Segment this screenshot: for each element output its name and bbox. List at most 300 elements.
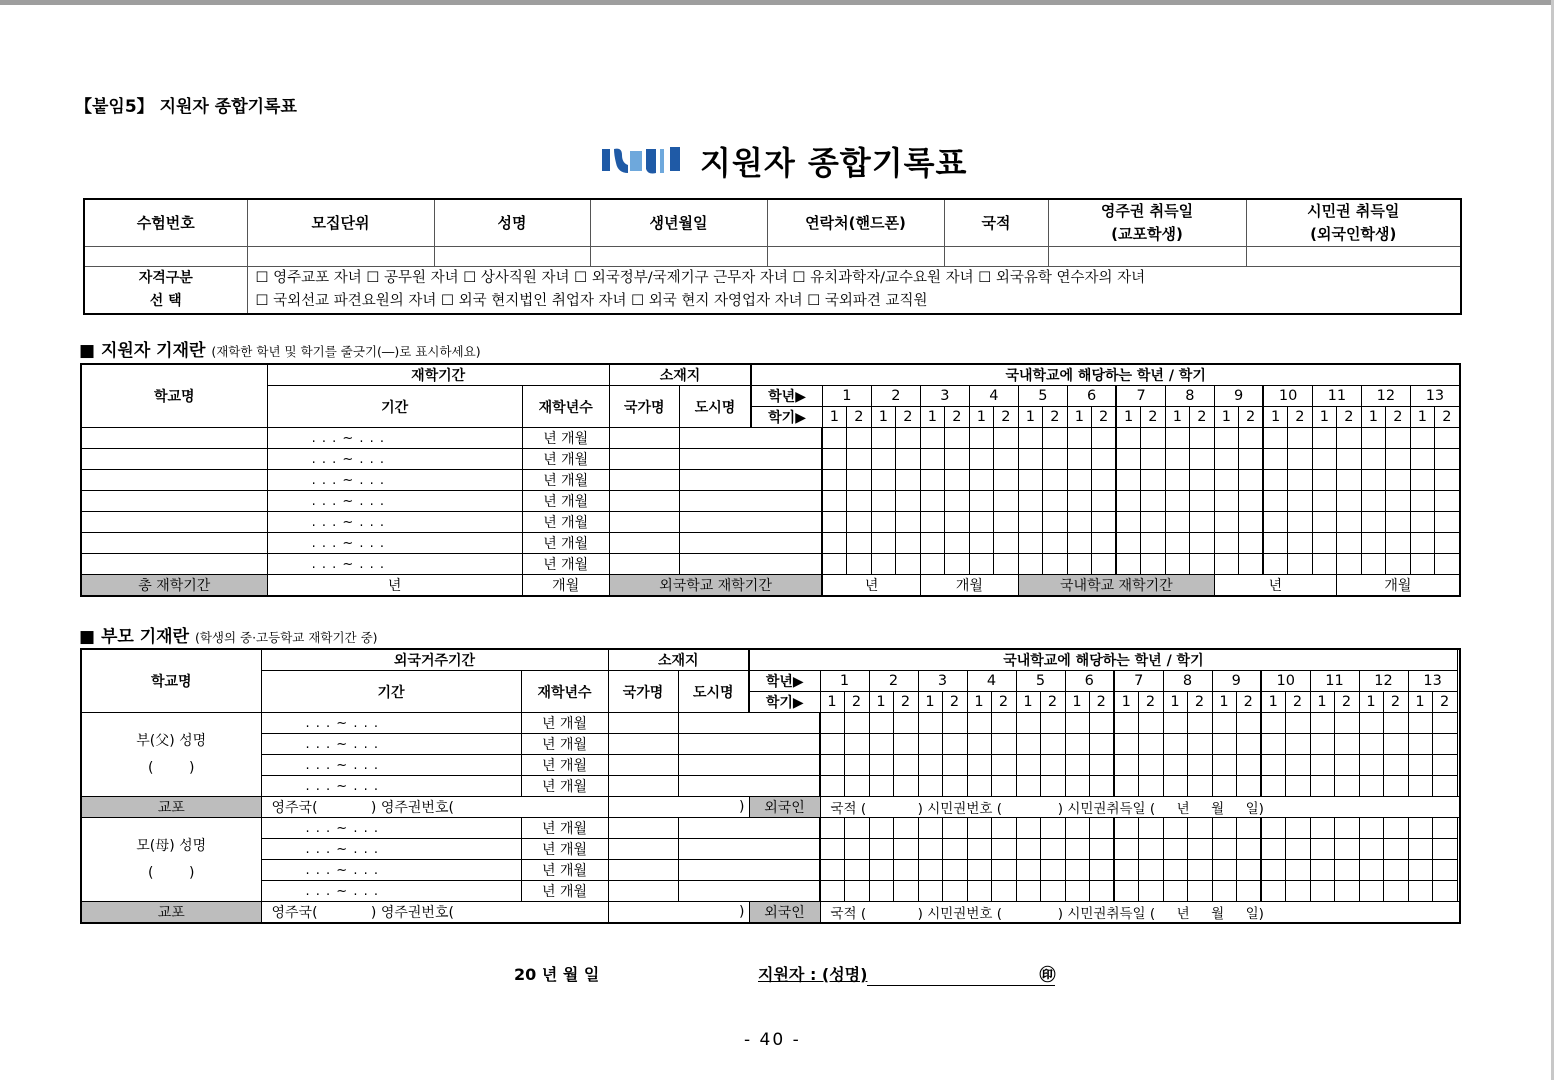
mother-semester-mark[interactable] bbox=[1310, 839, 1334, 860]
applicant-school-cell[interactable] bbox=[81, 491, 267, 512]
applicant-country-cell[interactable] bbox=[609, 533, 679, 554]
father-citizen-info[interactable]: 국적 ( ) 시민권번호 ( ) 시민권취득일 ( 년 월 일) bbox=[820, 797, 1460, 818]
mother-semester-mark[interactable] bbox=[1138, 860, 1163, 881]
mother-semester-mark[interactable] bbox=[1310, 818, 1334, 839]
father-semester-mark[interactable] bbox=[1261, 734, 1285, 755]
input-birthdate[interactable] bbox=[590, 247, 767, 267]
mother-semester-mark[interactable] bbox=[1016, 860, 1040, 881]
mother-semester-mark[interactable] bbox=[1261, 881, 1285, 902]
applicant-semester-mark[interactable] bbox=[1116, 491, 1140, 512]
mother-semester-mark[interactable] bbox=[1114, 818, 1138, 839]
mother-semester-mark[interactable] bbox=[1040, 860, 1065, 881]
mother-years-cell[interactable]: 년 개월 bbox=[521, 839, 608, 860]
mother-semester-mark[interactable] bbox=[1163, 860, 1187, 881]
father-semester-mark[interactable] bbox=[1285, 776, 1310, 797]
applicant-semester-mark[interactable] bbox=[871, 554, 895, 575]
applicant-semester-mark[interactable] bbox=[1091, 428, 1116, 449]
father-semester-mark[interactable] bbox=[1187, 713, 1212, 734]
father-semester-mark[interactable] bbox=[1432, 776, 1457, 797]
father-semester-mark[interactable] bbox=[1334, 755, 1359, 776]
father-semester-mark[interactable] bbox=[1114, 713, 1138, 734]
applicant-semester-mark[interactable] bbox=[1091, 533, 1116, 554]
mother-semester-mark[interactable] bbox=[967, 839, 991, 860]
mother-semester-mark[interactable] bbox=[820, 818, 844, 839]
mother-semester-mark[interactable] bbox=[967, 881, 991, 902]
mother-semester-mark[interactable] bbox=[1236, 881, 1261, 902]
applicant-semester-mark[interactable] bbox=[895, 491, 920, 512]
mother-semester-mark[interactable] bbox=[918, 839, 942, 860]
applicant-semester-mark[interactable] bbox=[1361, 491, 1385, 512]
applicant-semester-mark[interactable] bbox=[895, 554, 920, 575]
mother-semester-mark[interactable] bbox=[1236, 839, 1261, 860]
father-country-cell[interactable] bbox=[608, 734, 678, 755]
applicant-semester-mark[interactable] bbox=[1287, 512, 1312, 533]
father-semester-mark[interactable] bbox=[1089, 734, 1114, 755]
applicant-semester-mark[interactable] bbox=[1385, 491, 1410, 512]
applicant-semester-mark[interactable] bbox=[822, 428, 846, 449]
applicant-semester-mark[interactable] bbox=[920, 449, 944, 470]
father-city-cell[interactable] bbox=[678, 734, 820, 755]
applicant-semester-mark[interactable] bbox=[1238, 449, 1263, 470]
father-semester-mark[interactable] bbox=[1432, 713, 1457, 734]
mother-semester-mark[interactable] bbox=[1065, 818, 1089, 839]
applicant-semester-mark[interactable] bbox=[1434, 533, 1460, 554]
father-semester-mark[interactable] bbox=[991, 755, 1016, 776]
applicant-semester-mark[interactable] bbox=[993, 554, 1018, 575]
applicant-semester-mark[interactable] bbox=[944, 491, 969, 512]
father-semester-mark[interactable] bbox=[1383, 713, 1408, 734]
mother-semester-mark[interactable] bbox=[1212, 818, 1236, 839]
mother-semester-mark[interactable] bbox=[869, 860, 893, 881]
applicant-semester-mark[interactable] bbox=[1263, 554, 1287, 575]
applicant-semester-mark[interactable] bbox=[944, 470, 969, 491]
father-semester-mark[interactable] bbox=[942, 776, 967, 797]
applicant-semester-mark[interactable] bbox=[871, 428, 895, 449]
mother-semester-mark[interactable] bbox=[1114, 860, 1138, 881]
applicant-semester-mark[interactable] bbox=[1116, 470, 1140, 491]
applicant-city-cell[interactable] bbox=[679, 533, 822, 554]
applicant-semester-mark[interactable] bbox=[1091, 491, 1116, 512]
mother-city-cell[interactable] bbox=[678, 860, 820, 881]
applicant-semester-mark[interactable] bbox=[1361, 533, 1385, 554]
applicant-semester-mark[interactable] bbox=[1385, 428, 1410, 449]
applicant-semester-mark[interactable] bbox=[1140, 449, 1165, 470]
applicant-semester-mark[interactable] bbox=[993, 428, 1018, 449]
applicant-semester-mark[interactable] bbox=[846, 428, 871, 449]
father-country-cell[interactable] bbox=[608, 755, 678, 776]
mother-semester-mark[interactable] bbox=[1212, 881, 1236, 902]
mother-country-cell[interactable] bbox=[608, 881, 678, 902]
applicant-semester-mark[interactable] bbox=[920, 554, 944, 575]
applicant-city-cell[interactable] bbox=[679, 491, 822, 512]
mother-semester-mark[interactable] bbox=[1261, 818, 1285, 839]
applicant-semester-mark[interactable] bbox=[1410, 533, 1434, 554]
mother-semester-mark[interactable] bbox=[1138, 881, 1163, 902]
applicant-semester-mark[interactable] bbox=[1287, 470, 1312, 491]
applicant-semester-mark[interactable] bbox=[1434, 428, 1460, 449]
applicant-semester-mark[interactable] bbox=[1116, 428, 1140, 449]
qualification-options[interactable] bbox=[247, 267, 1461, 315]
mother-years-cell[interactable]: 년 개월 bbox=[521, 881, 608, 902]
applicant-semester-mark[interactable] bbox=[1018, 449, 1042, 470]
input-phone[interactable] bbox=[767, 247, 944, 267]
mother-semester-mark[interactable] bbox=[869, 818, 893, 839]
father-semester-mark[interactable] bbox=[1212, 734, 1236, 755]
qualification-line2[interactable]: ☐ 국외선교 파견요원의 자녀 ☐ 외국 현지법인 취업자 자녀 ☐ 외국 현지 자영업자 자녀 ☐ 국외파견 교직원 bbox=[255, 293, 928, 309]
applicant-semester-mark[interactable] bbox=[1410, 470, 1434, 491]
applicant-years-cell[interactable]: 년 개월 bbox=[522, 428, 609, 449]
applicant-semester-mark[interactable] bbox=[1385, 512, 1410, 533]
applicant-semester-mark[interactable] bbox=[1336, 533, 1361, 554]
applicant-school-cell[interactable] bbox=[81, 449, 267, 470]
mother-semester-mark[interactable] bbox=[967, 860, 991, 881]
mother-name-cell[interactable] bbox=[81, 818, 261, 902]
applicant-semester-mark[interactable] bbox=[1336, 512, 1361, 533]
applicant-semester-mark[interactable] bbox=[1067, 449, 1091, 470]
applicant-semester-mark[interactable] bbox=[1312, 512, 1336, 533]
father-city-cell[interactable] bbox=[678, 713, 820, 734]
father-country-cell[interactable] bbox=[608, 713, 678, 734]
mother-semester-mark[interactable] bbox=[1016, 818, 1040, 839]
father-semester-mark[interactable] bbox=[1359, 755, 1383, 776]
mother-semester-mark[interactable] bbox=[918, 860, 942, 881]
applicant-semester-mark[interactable] bbox=[1018, 470, 1042, 491]
mother-semester-mark[interactable] bbox=[1040, 881, 1065, 902]
applicant-semester-mark[interactable] bbox=[1067, 470, 1091, 491]
applicant-semester-mark[interactable] bbox=[846, 470, 871, 491]
applicant-years-cell[interactable]: 년 개월 bbox=[522, 491, 609, 512]
applicant-semester-mark[interactable] bbox=[1214, 470, 1238, 491]
mother-semester-mark[interactable] bbox=[1163, 839, 1187, 860]
father-semester-mark[interactable] bbox=[1065, 755, 1089, 776]
father-semester-mark[interactable] bbox=[844, 755, 869, 776]
applicant-semester-mark[interactable] bbox=[1091, 512, 1116, 533]
applicant-semester-mark[interactable] bbox=[822, 491, 846, 512]
mother-semester-mark[interactable] bbox=[1138, 818, 1163, 839]
applicant-semester-mark[interactable] bbox=[969, 449, 993, 470]
mother-semester-mark[interactable] bbox=[1408, 818, 1432, 839]
mother-country-cell[interactable] bbox=[608, 860, 678, 881]
father-semester-mark[interactable] bbox=[820, 776, 844, 797]
mother-semester-mark[interactable] bbox=[1236, 860, 1261, 881]
applicant-semester-mark[interactable] bbox=[871, 533, 895, 554]
applicant-semester-mark[interactable] bbox=[969, 470, 993, 491]
father-semester-mark[interactable] bbox=[1187, 755, 1212, 776]
total-period-year[interactable]: 년 bbox=[267, 575, 522, 597]
applicant-city-cell[interactable] bbox=[679, 449, 822, 470]
mother-years-cell[interactable]: 년 개월 bbox=[521, 818, 608, 839]
mother-semester-mark[interactable] bbox=[893, 818, 918, 839]
applicant-semester-mark[interactable] bbox=[1385, 554, 1410, 575]
applicant-semester-mark[interactable] bbox=[1140, 470, 1165, 491]
mother-semester-mark[interactable] bbox=[1383, 881, 1408, 902]
mother-semester-mark[interactable] bbox=[1187, 881, 1212, 902]
applicant-semester-mark[interactable] bbox=[1434, 491, 1460, 512]
applicant-semester-mark[interactable] bbox=[920, 533, 944, 554]
father-semester-mark[interactable] bbox=[1187, 776, 1212, 797]
mother-semester-mark[interactable] bbox=[1065, 881, 1089, 902]
applicant-semester-mark[interactable] bbox=[1116, 533, 1140, 554]
applicant-semester-mark[interactable] bbox=[1116, 554, 1140, 575]
mother-semester-mark[interactable] bbox=[1016, 839, 1040, 860]
mother-semester-mark[interactable] bbox=[1334, 860, 1359, 881]
applicant-semester-mark[interactable] bbox=[846, 533, 871, 554]
applicant-semester-mark[interactable] bbox=[871, 470, 895, 491]
applicant-semester-mark[interactable] bbox=[969, 512, 993, 533]
father-semester-mark[interactable] bbox=[1089, 713, 1114, 734]
applicant-semester-mark[interactable] bbox=[1214, 554, 1238, 575]
applicant-semester-mark[interactable] bbox=[1287, 554, 1312, 575]
applicant-semester-mark[interactable] bbox=[1361, 449, 1385, 470]
mother-semester-mark[interactable] bbox=[1089, 881, 1114, 902]
applicant-semester-mark[interactable] bbox=[895, 449, 920, 470]
mother-semester-mark[interactable] bbox=[942, 818, 967, 839]
applicant-semester-mark[interactable] bbox=[1140, 554, 1165, 575]
father-semester-mark[interactable] bbox=[1408, 776, 1432, 797]
mother-semester-mark[interactable] bbox=[1114, 839, 1138, 860]
applicant-semester-mark[interactable] bbox=[969, 491, 993, 512]
applicant-semester-mark[interactable] bbox=[1434, 470, 1460, 491]
mother-semester-mark[interactable] bbox=[1261, 839, 1285, 860]
mother-semester-mark[interactable] bbox=[991, 860, 1016, 881]
applicant-semester-mark[interactable] bbox=[1189, 533, 1214, 554]
applicant-city-cell[interactable] bbox=[679, 512, 822, 533]
applicant-period-cell[interactable]: . . . ~ . . . bbox=[267, 533, 522, 554]
mother-semester-mark[interactable] bbox=[844, 881, 869, 902]
applicant-period-cell[interactable]: . . . ~ . . . bbox=[267, 449, 522, 470]
father-semester-mark[interactable] bbox=[893, 734, 918, 755]
applicant-semester-mark[interactable] bbox=[1214, 512, 1238, 533]
mother-country-cell[interactable] bbox=[608, 839, 678, 860]
father-semester-mark[interactable] bbox=[1163, 776, 1187, 797]
applicant-semester-mark[interactable] bbox=[1189, 554, 1214, 575]
father-semester-mark[interactable] bbox=[1065, 713, 1089, 734]
applicant-country-cell[interactable] bbox=[609, 449, 679, 470]
father-semester-mark[interactable] bbox=[1212, 776, 1236, 797]
mother-semester-mark[interactable] bbox=[967, 818, 991, 839]
applicant-semester-mark[interactable] bbox=[920, 428, 944, 449]
mother-semester-mark[interactable] bbox=[820, 839, 844, 860]
mother-semester-mark[interactable] bbox=[1138, 839, 1163, 860]
father-semester-mark[interactable] bbox=[1040, 776, 1065, 797]
mother-city-cell[interactable] bbox=[678, 881, 820, 902]
mother-years-cell[interactable]: 년 개월 bbox=[521, 860, 608, 881]
father-city-cell[interactable] bbox=[678, 755, 820, 776]
father-semester-mark[interactable] bbox=[918, 713, 942, 734]
applicant-semester-mark[interactable] bbox=[1434, 449, 1460, 470]
father-semester-mark[interactable] bbox=[1138, 776, 1163, 797]
applicant-semester-mark[interactable] bbox=[1361, 512, 1385, 533]
applicant-semester-mark[interactable] bbox=[1018, 533, 1042, 554]
applicant-semester-mark[interactable] bbox=[1336, 470, 1361, 491]
father-semester-mark[interactable] bbox=[967, 734, 991, 755]
father-semester-mark[interactable] bbox=[1089, 776, 1114, 797]
father-semester-mark[interactable] bbox=[893, 713, 918, 734]
father-semester-mark[interactable] bbox=[991, 776, 1016, 797]
mother-semester-mark[interactable] bbox=[1089, 839, 1114, 860]
mother-semester-mark[interactable] bbox=[1408, 860, 1432, 881]
mother-semester-mark[interactable] bbox=[844, 818, 869, 839]
father-semester-mark[interactable] bbox=[1236, 713, 1261, 734]
father-years-cell[interactable]: 년 개월 bbox=[521, 776, 608, 797]
father-semester-mark[interactable] bbox=[1408, 734, 1432, 755]
applicant-semester-mark[interactable] bbox=[1165, 512, 1189, 533]
father-semester-mark[interactable] bbox=[1310, 734, 1334, 755]
applicant-semester-mark[interactable] bbox=[1165, 428, 1189, 449]
father-semester-mark[interactable] bbox=[991, 734, 1016, 755]
father-semester-mark[interactable] bbox=[1432, 734, 1457, 755]
total-period-month[interactable]: 개월 bbox=[522, 575, 609, 597]
father-semester-mark[interactable] bbox=[869, 776, 893, 797]
applicant-semester-mark[interactable] bbox=[1312, 428, 1336, 449]
father-semester-mark[interactable] bbox=[942, 713, 967, 734]
applicant-semester-mark[interactable] bbox=[993, 449, 1018, 470]
applicant-semester-mark[interactable] bbox=[920, 470, 944, 491]
mother-semester-mark[interactable] bbox=[1310, 881, 1334, 902]
mother-semester-mark[interactable] bbox=[1383, 860, 1408, 881]
mother-semester-mark[interactable] bbox=[991, 839, 1016, 860]
applicant-country-cell[interactable] bbox=[609, 491, 679, 512]
father-semester-mark[interactable] bbox=[1383, 734, 1408, 755]
mother-semester-mark[interactable] bbox=[1359, 881, 1383, 902]
applicant-semester-mark[interactable] bbox=[846, 554, 871, 575]
applicant-semester-mark[interactable] bbox=[822, 554, 846, 575]
father-semester-mark[interactable] bbox=[1138, 755, 1163, 776]
father-semester-mark[interactable] bbox=[844, 776, 869, 797]
father-semester-mark[interactable] bbox=[1016, 734, 1040, 755]
mother-semester-mark[interactable] bbox=[1065, 860, 1089, 881]
applicant-semester-mark[interactable] bbox=[871, 491, 895, 512]
input-citizen-date[interactable] bbox=[1246, 247, 1461, 267]
mother-semester-mark[interactable] bbox=[1334, 839, 1359, 860]
father-semester-mark[interactable] bbox=[1212, 755, 1236, 776]
applicant-semester-mark[interactable] bbox=[1238, 491, 1263, 512]
father-semester-mark[interactable] bbox=[1114, 755, 1138, 776]
applicant-semester-mark[interactable] bbox=[1214, 449, 1238, 470]
mother-semester-mark[interactable] bbox=[1212, 839, 1236, 860]
father-semester-mark[interactable] bbox=[1310, 713, 1334, 734]
applicant-semester-mark[interactable] bbox=[1042, 533, 1067, 554]
mother-semester-mark[interactable] bbox=[1261, 860, 1285, 881]
applicant-semester-mark[interactable] bbox=[846, 449, 871, 470]
applicant-semester-mark[interactable] bbox=[944, 449, 969, 470]
father-semester-mark[interactable] bbox=[1040, 755, 1065, 776]
father-semester-mark[interactable] bbox=[1408, 755, 1432, 776]
mother-semester-mark[interactable] bbox=[869, 881, 893, 902]
mother-semester-mark[interactable] bbox=[893, 839, 918, 860]
father-semester-mark[interactable] bbox=[1285, 734, 1310, 755]
applicant-semester-mark[interactable] bbox=[993, 512, 1018, 533]
father-semester-mark[interactable] bbox=[1334, 776, 1359, 797]
input-nationality[interactable] bbox=[944, 247, 1048, 267]
applicant-semester-mark[interactable] bbox=[895, 470, 920, 491]
father-period-cell[interactable]: . . . ~ . . . bbox=[261, 776, 521, 797]
father-semester-mark[interactable] bbox=[1261, 713, 1285, 734]
father-semester-mark[interactable] bbox=[942, 734, 967, 755]
mother-semester-mark[interactable] bbox=[1359, 839, 1383, 860]
applicant-semester-mark[interactable] bbox=[1336, 428, 1361, 449]
applicant-semester-mark[interactable] bbox=[1410, 491, 1434, 512]
applicant-school-cell[interactable] bbox=[81, 512, 267, 533]
mother-semester-mark[interactable] bbox=[1310, 860, 1334, 881]
applicant-semester-mark[interactable] bbox=[1067, 491, 1091, 512]
applicant-semester-mark[interactable] bbox=[1018, 428, 1042, 449]
applicant-semester-mark[interactable] bbox=[969, 533, 993, 554]
applicant-semester-mark[interactable] bbox=[920, 512, 944, 533]
applicant-semester-mark[interactable] bbox=[1018, 512, 1042, 533]
father-permanent-close[interactable]: ) bbox=[608, 797, 749, 818]
father-semester-mark[interactable] bbox=[942, 755, 967, 776]
father-semester-mark[interactable] bbox=[967, 755, 991, 776]
father-semester-mark[interactable] bbox=[820, 713, 844, 734]
applicant-semester-mark[interactable] bbox=[822, 449, 846, 470]
applicant-semester-mark[interactable] bbox=[969, 554, 993, 575]
mother-semester-mark[interactable] bbox=[1432, 818, 1457, 839]
father-semester-mark[interactable] bbox=[1334, 713, 1359, 734]
father-semester-mark[interactable] bbox=[1163, 734, 1187, 755]
applicant-semester-mark[interactable] bbox=[1189, 470, 1214, 491]
mother-semester-mark[interactable] bbox=[1359, 860, 1383, 881]
mother-semester-mark[interactable] bbox=[820, 860, 844, 881]
mother-permanent-info[interactable]: 영주국( ) 영주권번호( bbox=[261, 902, 608, 924]
applicant-semester-mark[interactable] bbox=[1361, 554, 1385, 575]
father-period-cell[interactable]: . . . ~ . . . bbox=[261, 713, 521, 734]
applicant-semester-mark[interactable] bbox=[1165, 533, 1189, 554]
applicant-semester-mark[interactable] bbox=[1312, 491, 1336, 512]
applicant-semester-mark[interactable] bbox=[1214, 533, 1238, 554]
mother-semester-mark[interactable] bbox=[1285, 881, 1310, 902]
applicant-semester-mark[interactable] bbox=[993, 470, 1018, 491]
applicant-semester-mark[interactable] bbox=[1385, 470, 1410, 491]
applicant-semester-mark[interactable] bbox=[1361, 470, 1385, 491]
applicant-semester-mark[interactable] bbox=[1140, 428, 1165, 449]
mother-semester-mark[interactable] bbox=[1285, 818, 1310, 839]
mother-name-paren[interactable]: ( ) bbox=[147, 864, 195, 881]
applicant-semester-mark[interactable] bbox=[1140, 512, 1165, 533]
applicant-semester-mark[interactable] bbox=[1189, 512, 1214, 533]
mother-semester-mark[interactable] bbox=[918, 881, 942, 902]
mother-semester-mark[interactable] bbox=[1359, 818, 1383, 839]
father-semester-mark[interactable] bbox=[991, 713, 1016, 734]
mother-semester-mark[interactable] bbox=[1163, 818, 1187, 839]
applicant-city-cell[interactable] bbox=[679, 428, 822, 449]
father-semester-mark[interactable] bbox=[967, 776, 991, 797]
applicant-semester-mark[interactable] bbox=[1042, 554, 1067, 575]
father-semester-mark[interactable] bbox=[1236, 734, 1261, 755]
mother-semester-mark[interactable] bbox=[991, 881, 1016, 902]
mother-period-cell[interactable]: . . . ~ . . . bbox=[261, 839, 521, 860]
mother-semester-mark[interactable] bbox=[1432, 860, 1457, 881]
applicant-semester-mark[interactable] bbox=[993, 533, 1018, 554]
father-semester-mark[interactable] bbox=[869, 713, 893, 734]
mother-semester-mark[interactable] bbox=[1236, 818, 1261, 839]
applicant-semester-mark[interactable] bbox=[1214, 491, 1238, 512]
applicant-semester-mark[interactable] bbox=[895, 428, 920, 449]
applicant-semester-mark[interactable] bbox=[1189, 449, 1214, 470]
applicant-semester-mark[interactable] bbox=[1214, 428, 1238, 449]
mother-semester-mark[interactable] bbox=[1114, 881, 1138, 902]
father-semester-mark[interactable] bbox=[1089, 755, 1114, 776]
applicant-years-cell[interactable]: 년 개월 bbox=[522, 533, 609, 554]
applicant-semester-mark[interactable] bbox=[1263, 491, 1287, 512]
applicant-semester-mark[interactable] bbox=[1140, 533, 1165, 554]
father-country-cell[interactable] bbox=[608, 776, 678, 797]
applicant-semester-mark[interactable] bbox=[1042, 449, 1067, 470]
father-semester-mark[interactable] bbox=[869, 734, 893, 755]
applicant-semester-mark[interactable] bbox=[1116, 512, 1140, 533]
input-recruit-unit[interactable] bbox=[247, 247, 434, 267]
applicant-semester-mark[interactable] bbox=[895, 533, 920, 554]
